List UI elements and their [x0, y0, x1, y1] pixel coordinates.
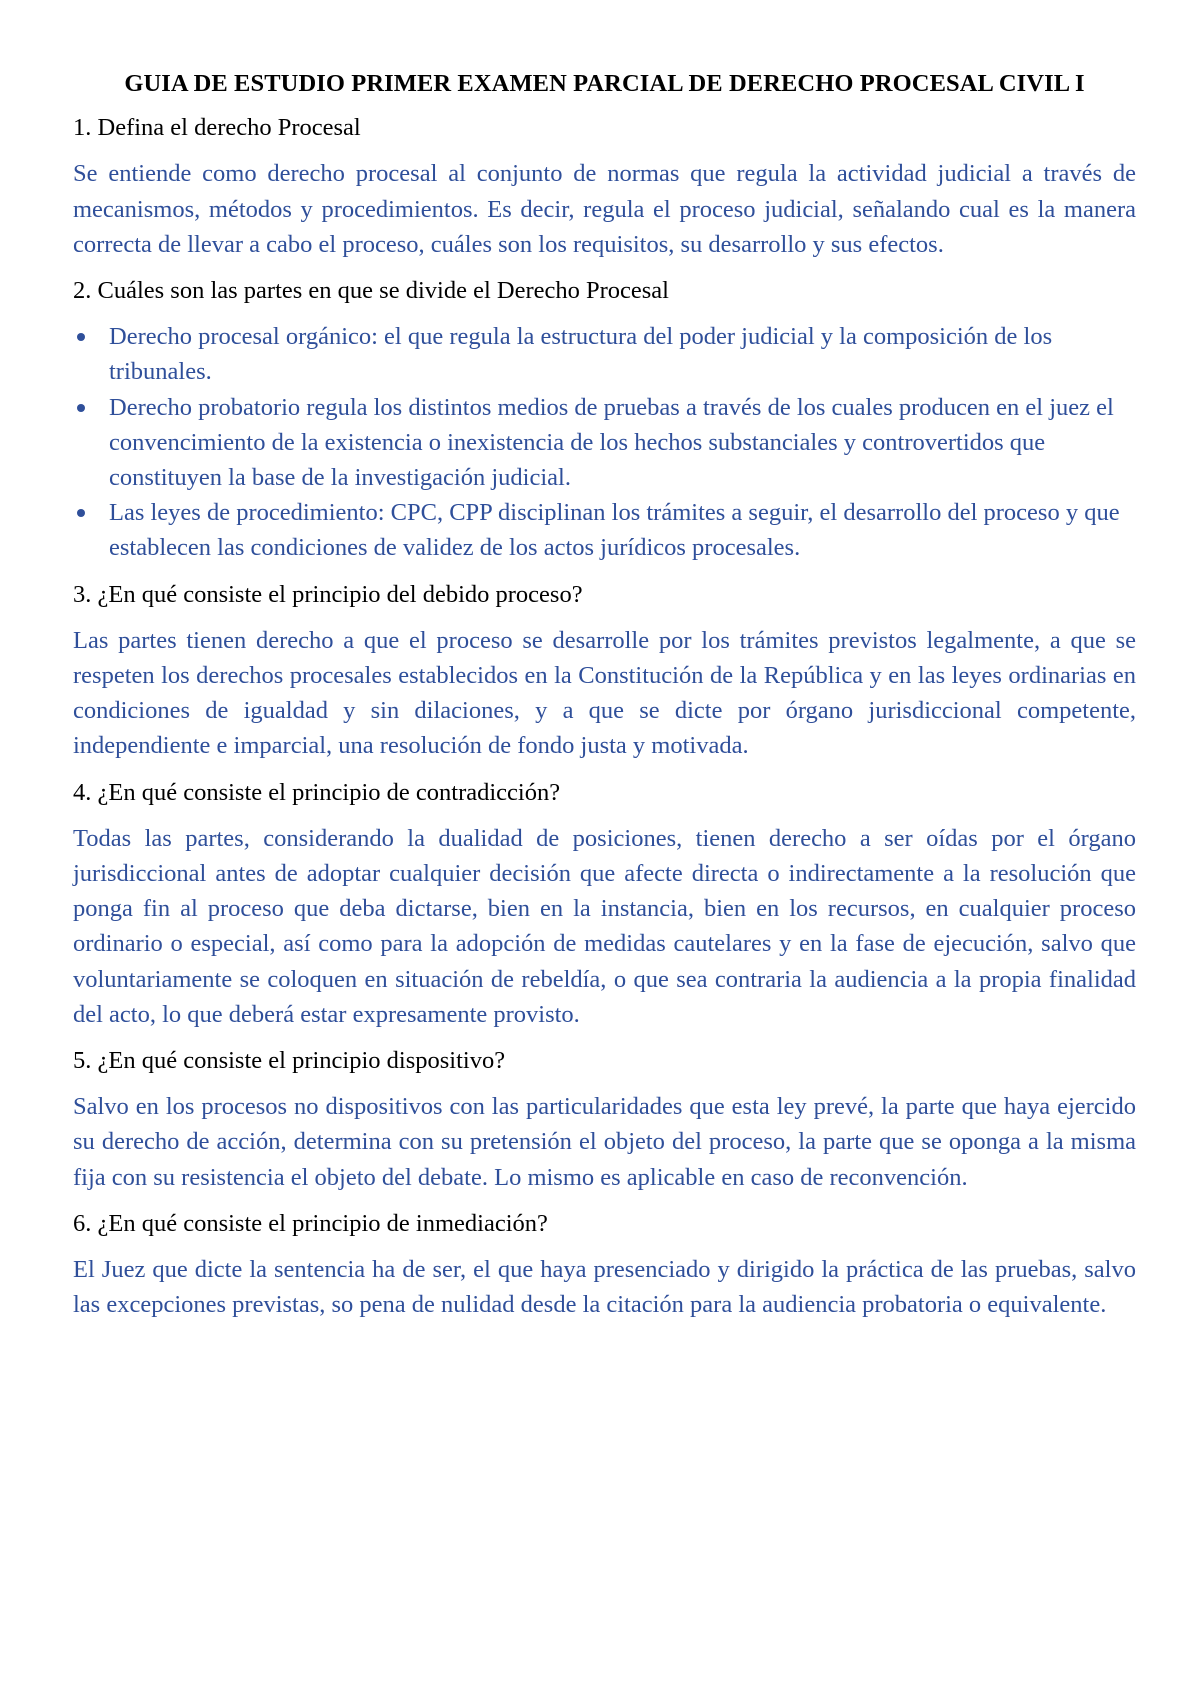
bullet-item	[73, 390, 1136, 496]
answer-2-bullet-list	[73, 319, 1136, 565]
bullet-text: Las leyes de procedimiento: CPC, CPP disciplinan los trámites a seguir, el desarrollo del proceso y que establecen las condiciones de validez de los actos jurídicos procesales.	[109, 499, 1120, 562]
question-6: 6. ¿En qué consiste el principio de inmediación?	[73, 1209, 548, 1237]
document-page	[73, 66, 1136, 1334]
question-3: 3. ¿En qué consiste el principio del debido proceso?	[73, 580, 583, 608]
question-4: 4. ¿En qué consiste el principio de contradicción?	[73, 778, 561, 806]
answer-1: Se entiende como derecho procesal al conjunto de normas que regula la actividad judicial a través de mecanismos, métodos y procedimientos. Es decir, regula el proceso judicial, señalando cual es la manera correcta de llevar a cabo el proceso, cuáles son los requisitos, su desarrollo y sus efectos.	[73, 160, 1136, 258]
bullet-dot-icon	[77, 404, 85, 412]
bullet-dot-icon	[77, 333, 85, 341]
document-title: GUIA DE ESTUDIO PRIMER EXAMEN PARCIAL DE DERECHO PROCESAL CIVIL I	[124, 70, 1085, 97]
question-2: 2. Cuáles son las partes en que se divide el Derecho Procesal	[73, 277, 669, 305]
bullet-item	[73, 319, 1136, 389]
bullet-dot-icon	[77, 509, 85, 517]
answer-5: Salvo en los procesos no dispositivos con las particularidades que esta ley prevé, la parte que haya ejercido su derecho de acción, determina con su pretensión el objeto del proceso, la parte que se oponga a la misma fija con su resistencia el objeto del debate. Lo mismo es aplicable en caso de reconvención.	[73, 1093, 1136, 1191]
answer-4: Todas las partes, considerando la dualidad de posiciones, tienen derecho a ser oídas por el órgano jurisdiccional antes de adoptar cualquier decisión que afecte directa o indirectamente a la resolución que ponga fin al proceso que deba dictarse, bien en la instancia, bien en los recursos, en cualquier proceso ordinario o especial, así como para la adopción de medidas cautelares y en la fase de ejecución, salvo que voluntariamente se coloquen en situación de rebeldía, o que sea contraria la audiencia a la propia finalidad del acto, lo que deberá estar expresamente provisto.	[73, 824, 1136, 1028]
answer-3: Las partes tienen derecho a que el proceso se desarrolle por los trámites previstos legalmente, a que se respeten los derechos procesales establecidos en la Constitución de la República y en las leyes ordinarias en condiciones de igualdad y sin dilaciones, y a que se dicte por órgano jurisdiccional competente, independiente e imparcial, una resolución de fondo justa y motivada.	[73, 626, 1136, 760]
bullet-text: Derecho procesal orgánico: el que regula la estructura del poder judicial y la composición de los tribunales.	[109, 323, 1053, 386]
question-1: 1. Defina el derecho Procesal	[73, 114, 361, 142]
answer-6: El Juez que dicte la sentencia ha de ser, el que haya presenciado y dirigido la práctica de las pruebas, salvo las excepciones previstas, so pena de nulidad desde la citación para la audiencia probatoria o equivalente.	[73, 1256, 1136, 1319]
bullet-item	[73, 495, 1136, 565]
bullet-text: Derecho probatorio regula los distintos medios de pruebas a través de los cuales producen en el juez el convencimiento de la existencia o inexistencia de los hechos substanciales y controvertidos que constituyen la base de la investigación judicial.	[109, 393, 1114, 492]
question-5: 5. ¿En qué consiste el principio dispositivo?	[73, 1047, 506, 1075]
